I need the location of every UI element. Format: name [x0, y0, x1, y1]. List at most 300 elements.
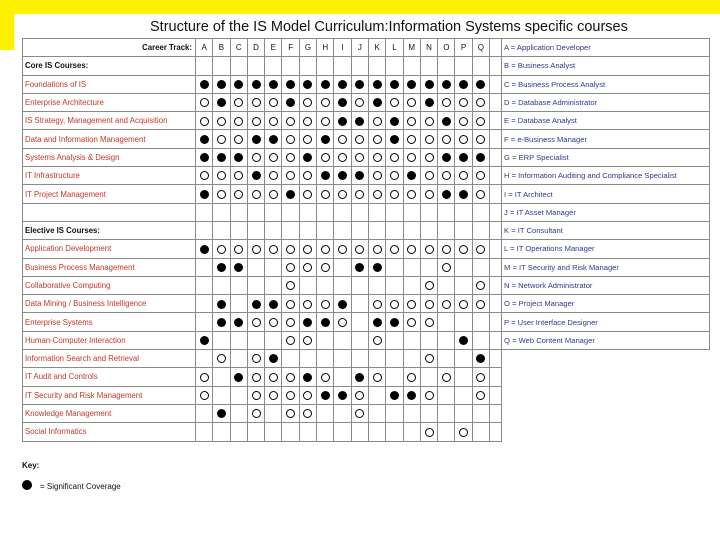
- gap-cell: [490, 258, 502, 276]
- open-circle-icon: [373, 300, 382, 309]
- coverage-cell: [230, 350, 247, 368]
- filled-circle-icon: [269, 135, 278, 144]
- coverage-cell: [230, 75, 247, 93]
- column-header: B: [213, 39, 230, 57]
- coverage-cell: [282, 368, 299, 386]
- coverage-cell: [299, 313, 316, 331]
- key-title: Key:: [22, 461, 40, 470]
- open-circle-icon: [355, 135, 364, 144]
- coverage-cell: [230, 258, 247, 276]
- open-circle-icon: [286, 373, 295, 382]
- open-circle-icon: [321, 263, 330, 272]
- coverage-cell: [351, 167, 368, 185]
- column-header: D: [247, 39, 264, 57]
- open-circle-icon: [252, 190, 261, 199]
- column-header: M: [403, 39, 420, 57]
- coverage-cell: [386, 331, 403, 349]
- coverage-cell: [317, 423, 334, 441]
- coverage-cell: [438, 423, 455, 441]
- filled-circle-icon: [355, 263, 364, 272]
- open-circle-icon: [269, 171, 278, 180]
- gap-cell: [490, 221, 502, 239]
- coverage-cell: [403, 276, 420, 294]
- coverage-cell: [230, 112, 247, 130]
- coverage-cell: [403, 167, 420, 185]
- coverage-cell: [265, 130, 282, 148]
- open-circle-icon: [442, 98, 451, 107]
- coverage-cell: [472, 148, 489, 166]
- coverage-cell: [403, 258, 420, 276]
- coverage-cell: [317, 185, 334, 203]
- coverage-cell: [230, 167, 247, 185]
- gap-cell: [490, 423, 502, 441]
- coverage-cell: [282, 185, 299, 203]
- open-circle-icon: [269, 117, 278, 126]
- table-row: [23, 221, 710, 239]
- open-circle-icon: [303, 391, 312, 400]
- coverage-cell: [438, 130, 455, 148]
- coverage-cell: [386, 386, 403, 404]
- course-label: [23, 203, 196, 221]
- open-circle-icon: [355, 391, 364, 400]
- course-label: IT Security and Risk Management: [23, 386, 196, 404]
- coverage-cell: [438, 368, 455, 386]
- filled-circle-icon: [217, 300, 226, 309]
- gap-cell: [490, 112, 502, 130]
- coverage-cell: [299, 203, 316, 221]
- coverage-cell: [438, 240, 455, 258]
- coverage-cell: [334, 313, 351, 331]
- coverage-cell: [368, 404, 385, 422]
- filled-circle-icon: [303, 373, 312, 382]
- coverage-cell: [230, 130, 247, 148]
- coverage-cell: [455, 240, 472, 258]
- open-circle-icon: [217, 135, 226, 144]
- course-label: Knowledge Management: [23, 404, 196, 422]
- filled-circle-icon: [303, 80, 312, 89]
- coverage-cell: [368, 221, 385, 239]
- coverage-cell: [265, 295, 282, 313]
- filled-circle-icon: [252, 171, 261, 180]
- coverage-cell: [420, 386, 437, 404]
- open-circle-icon: [373, 153, 382, 162]
- open-circle-icon: [407, 300, 416, 309]
- coverage-cell: [247, 258, 264, 276]
- legend-entry: K = IT Consultant: [502, 221, 710, 239]
- coverage-cell: [299, 404, 316, 422]
- coverage-cell: [196, 404, 213, 422]
- open-circle-icon: [286, 281, 295, 290]
- open-circle-icon: [459, 428, 468, 437]
- coverage-cell: [386, 75, 403, 93]
- coverage-cell: [420, 75, 437, 93]
- open-circle-icon: [373, 171, 382, 180]
- coverage-cell: [230, 386, 247, 404]
- open-circle-icon: [390, 153, 399, 162]
- coverage-cell: [230, 423, 247, 441]
- filled-circle-icon: [321, 318, 330, 327]
- coverage-cell: [438, 404, 455, 422]
- coverage-cell: [247, 386, 264, 404]
- course-label: Systems Analysis & Design: [23, 148, 196, 166]
- open-circle-icon: [407, 318, 416, 327]
- coverage-cell: [368, 368, 385, 386]
- coverage-cell: [213, 57, 230, 75]
- coverage-cell: [334, 203, 351, 221]
- open-circle-icon: [442, 171, 451, 180]
- gap-cell: [490, 75, 502, 93]
- open-circle-icon: [321, 117, 330, 126]
- coverage-cell: [213, 404, 230, 422]
- coverage-cell: [455, 331, 472, 349]
- coverage-cell: [196, 112, 213, 130]
- coverage-cell: [334, 258, 351, 276]
- coverage-cell: [334, 148, 351, 166]
- coverage-cell: [403, 423, 420, 441]
- coverage-cell: [455, 112, 472, 130]
- coverage-cell: [247, 295, 264, 313]
- coverage-cell: [438, 386, 455, 404]
- coverage-cell: [403, 240, 420, 258]
- coverage-cell: [472, 112, 489, 130]
- coverage-cell: [472, 93, 489, 111]
- open-circle-icon: [303, 98, 312, 107]
- coverage-cell: [438, 167, 455, 185]
- open-circle-icon: [476, 245, 485, 254]
- coverage-cell: [196, 57, 213, 75]
- course-label: IT Audit and Controls: [23, 368, 196, 386]
- coverage-cell: [403, 93, 420, 111]
- coverage-cell: [247, 57, 264, 75]
- column-header: O: [438, 39, 455, 57]
- open-circle-icon: [252, 409, 261, 418]
- open-circle-icon: [321, 190, 330, 199]
- coverage-cell: [299, 167, 316, 185]
- table-row: [23, 386, 710, 404]
- open-circle-icon: [373, 245, 382, 254]
- coverage-cell: [472, 368, 489, 386]
- coverage-cell: [247, 423, 264, 441]
- open-circle-icon: [442, 373, 451, 382]
- coverage-cell: [230, 295, 247, 313]
- open-circle-icon: [425, 318, 434, 327]
- column-header: Q: [472, 39, 489, 57]
- coverage-cell: [472, 258, 489, 276]
- open-circle-icon: [269, 373, 278, 382]
- coverage-cell: [386, 203, 403, 221]
- course-label: IS Strategy, Management and Acquisition: [23, 112, 196, 130]
- gap-cell: [490, 386, 502, 404]
- gap-cell: [490, 167, 502, 185]
- coverage-cell: [420, 148, 437, 166]
- curriculum-table: [22, 38, 710, 442]
- filled-circle-icon: [217, 98, 226, 107]
- coverage-cell: [472, 276, 489, 294]
- coverage-cell: [247, 203, 264, 221]
- coverage-cell: [213, 240, 230, 258]
- open-circle-icon: [459, 300, 468, 309]
- open-circle-icon: [355, 98, 364, 107]
- open-circle-icon: [252, 98, 261, 107]
- coverage-cell: [455, 423, 472, 441]
- coverage-cell: [265, 423, 282, 441]
- open-circle-icon: [373, 373, 382, 382]
- filled-circle-icon: [355, 171, 364, 180]
- filled-circle-icon: [442, 153, 451, 162]
- open-circle-icon: [407, 98, 416, 107]
- coverage-cell: [334, 386, 351, 404]
- coverage-cell: [317, 404, 334, 422]
- coverage-cell: [420, 313, 437, 331]
- course-label: Enterprise Architecture: [23, 93, 196, 111]
- table-row: [23, 57, 710, 75]
- filled-circle-icon: [234, 80, 243, 89]
- left-yellow-bar: [0, 0, 14, 50]
- open-circle-icon: [234, 171, 243, 180]
- filled-circle-icon: [355, 80, 364, 89]
- table-row: [23, 313, 710, 331]
- coverage-cell: [351, 313, 368, 331]
- coverage-cell: [351, 386, 368, 404]
- legend-entry: P = User Interface Designer: [502, 313, 710, 331]
- coverage-cell: [351, 112, 368, 130]
- gap-cell: [490, 130, 502, 148]
- coverage-cell: [420, 404, 437, 422]
- coverage-cell: [455, 368, 472, 386]
- open-circle-icon: [303, 300, 312, 309]
- coverage-cell: [265, 221, 282, 239]
- coverage-cell: [282, 148, 299, 166]
- open-circle-icon: [286, 153, 295, 162]
- coverage-cell: [420, 276, 437, 294]
- course-label: Business Process Management: [23, 258, 196, 276]
- coverage-cell: [317, 258, 334, 276]
- filled-circle-icon: [286, 98, 295, 107]
- coverage-cell: [403, 331, 420, 349]
- filled-circle-icon: [338, 391, 347, 400]
- filled-circle-icon: [338, 117, 347, 126]
- column-header: J: [351, 39, 368, 57]
- open-circle-icon: [459, 98, 468, 107]
- coverage-cell: [472, 313, 489, 331]
- open-circle-icon: [476, 391, 485, 400]
- coverage-cell: [317, 295, 334, 313]
- coverage-cell: [247, 331, 264, 349]
- filled-circle-icon: [459, 190, 468, 199]
- coverage-cell: [265, 331, 282, 349]
- coverage-cell: [368, 203, 385, 221]
- coverage-cell: [403, 386, 420, 404]
- filled-circle-icon: [442, 80, 451, 89]
- coverage-cell: [247, 350, 264, 368]
- coverage-cell: [403, 313, 420, 331]
- open-circle-icon: [459, 171, 468, 180]
- coverage-cell: [403, 130, 420, 148]
- coverage-cell: [455, 75, 472, 93]
- coverage-cell: [472, 185, 489, 203]
- coverage-cell: [230, 57, 247, 75]
- open-circle-icon: [355, 153, 364, 162]
- filled-circle-icon: [459, 80, 468, 89]
- coverage-cell: [472, 75, 489, 93]
- coverage-cell: [265, 240, 282, 258]
- open-circle-icon: [355, 409, 364, 418]
- course-label: Enterprise Systems: [23, 313, 196, 331]
- coverage-cell: [213, 185, 230, 203]
- coverage-cell: [472, 386, 489, 404]
- coverage-cell: [265, 57, 282, 75]
- filled-circle-icon: [303, 318, 312, 327]
- open-circle-icon: [286, 171, 295, 180]
- filled-circle-icon: [390, 318, 399, 327]
- open-circle-icon: [269, 98, 278, 107]
- open-circle-icon: [407, 245, 416, 254]
- open-circle-icon: [217, 171, 226, 180]
- coverage-cell: [438, 75, 455, 93]
- open-circle-icon: [459, 117, 468, 126]
- open-circle-icon: [425, 153, 434, 162]
- open-circle-icon: [252, 117, 261, 126]
- table-row: [23, 240, 710, 258]
- coverage-cell: [230, 368, 247, 386]
- filled-circle-icon: [200, 80, 209, 89]
- coverage-cell: [282, 423, 299, 441]
- coverage-cell: [299, 295, 316, 313]
- coverage-cell: [472, 404, 489, 422]
- coverage-cell: [213, 295, 230, 313]
- coverage-cell: [368, 276, 385, 294]
- open-circle-icon: [390, 190, 399, 199]
- coverage-cell: [299, 148, 316, 166]
- legend-entry: L = IT Operations Manager: [502, 240, 710, 258]
- course-label: Collaborative Computing: [23, 276, 196, 294]
- open-circle-icon: [286, 117, 295, 126]
- coverage-cell: [334, 240, 351, 258]
- filled-circle-icon: [252, 135, 261, 144]
- table-row: [23, 148, 710, 166]
- legend-entry: J = IT Asset Manager: [502, 203, 710, 221]
- coverage-cell: [455, 57, 472, 75]
- filled-circle-icon: [373, 98, 382, 107]
- coverage-cell: [213, 258, 230, 276]
- open-circle-icon: [338, 135, 347, 144]
- coverage-cell: [455, 350, 472, 368]
- coverage-cell: [403, 368, 420, 386]
- coverage-cell: [351, 404, 368, 422]
- significant-coverage-dot-icon: [22, 480, 32, 490]
- filled-circle-icon: [425, 80, 434, 89]
- open-circle-icon: [234, 190, 243, 199]
- filled-circle-icon: [373, 80, 382, 89]
- coverage-cell: [230, 276, 247, 294]
- open-circle-icon: [252, 354, 261, 363]
- coverage-cell: [403, 203, 420, 221]
- coverage-cell: [334, 331, 351, 349]
- coverage-cell: [299, 331, 316, 349]
- coverage-cell: [265, 75, 282, 93]
- coverage-cell: [299, 386, 316, 404]
- filled-circle-icon: [373, 263, 382, 272]
- column-header: C: [230, 39, 247, 57]
- coverage-cell: [265, 368, 282, 386]
- coverage-cell: [213, 368, 230, 386]
- coverage-cell: [299, 75, 316, 93]
- filled-circle-icon: [390, 80, 399, 89]
- coverage-cell: [351, 130, 368, 148]
- filled-circle-icon: [390, 117, 399, 126]
- section-header: Elective IS Courses:: [23, 221, 196, 239]
- coverage-cell: [455, 276, 472, 294]
- coverage-cell: [334, 167, 351, 185]
- table-row: [23, 350, 710, 368]
- column-header: N: [420, 39, 437, 57]
- table-row: [23, 75, 710, 93]
- coverage-cell: [455, 130, 472, 148]
- coverage-cell: [196, 258, 213, 276]
- filled-circle-icon: [338, 98, 347, 107]
- coverage-cell: [386, 57, 403, 75]
- filled-circle-icon: [234, 263, 243, 272]
- coverage-cell: [230, 148, 247, 166]
- coverage-cell: [438, 331, 455, 349]
- coverage-cell: [282, 258, 299, 276]
- coverage-cell: [420, 93, 437, 111]
- coverage-cell: [230, 185, 247, 203]
- coverage-cell: [317, 130, 334, 148]
- open-circle-icon: [200, 98, 209, 107]
- open-circle-icon: [476, 117, 485, 126]
- coverage-cell: [334, 423, 351, 441]
- open-circle-icon: [252, 153, 261, 162]
- open-circle-icon: [425, 281, 434, 290]
- coverage-cell: [351, 258, 368, 276]
- open-circle-icon: [234, 117, 243, 126]
- filled-circle-icon: [373, 318, 382, 327]
- coverage-cell: [368, 75, 385, 93]
- open-circle-icon: [217, 190, 226, 199]
- open-circle-icon: [234, 245, 243, 254]
- coverage-cell: [196, 350, 213, 368]
- coverage-cell: [368, 185, 385, 203]
- coverage-cell: [196, 313, 213, 331]
- coverage-cell: [196, 331, 213, 349]
- gap-cell: [490, 185, 502, 203]
- coverage-cell: [230, 93, 247, 111]
- coverage-cell: [247, 240, 264, 258]
- coverage-cell: [317, 368, 334, 386]
- coverage-cell: [213, 313, 230, 331]
- table-row: [23, 368, 710, 386]
- coverage-cell: [438, 276, 455, 294]
- course-label: IT Project Management: [23, 185, 196, 203]
- coverage-cell: [334, 57, 351, 75]
- coverage-cell: [386, 112, 403, 130]
- filled-circle-icon: [442, 190, 451, 199]
- coverage-cell: [196, 240, 213, 258]
- gap-cell: [490, 313, 502, 331]
- course-label: Information Search and Retrieval: [23, 350, 196, 368]
- coverage-cell: [386, 276, 403, 294]
- open-circle-icon: [373, 190, 382, 199]
- coverage-cell: [420, 203, 437, 221]
- column-header: G: [299, 39, 316, 57]
- open-circle-icon: [425, 171, 434, 180]
- column-header: A: [196, 39, 213, 57]
- coverage-cell: [230, 221, 247, 239]
- filled-circle-icon: [200, 245, 209, 254]
- coverage-cell: [386, 240, 403, 258]
- open-circle-icon: [269, 153, 278, 162]
